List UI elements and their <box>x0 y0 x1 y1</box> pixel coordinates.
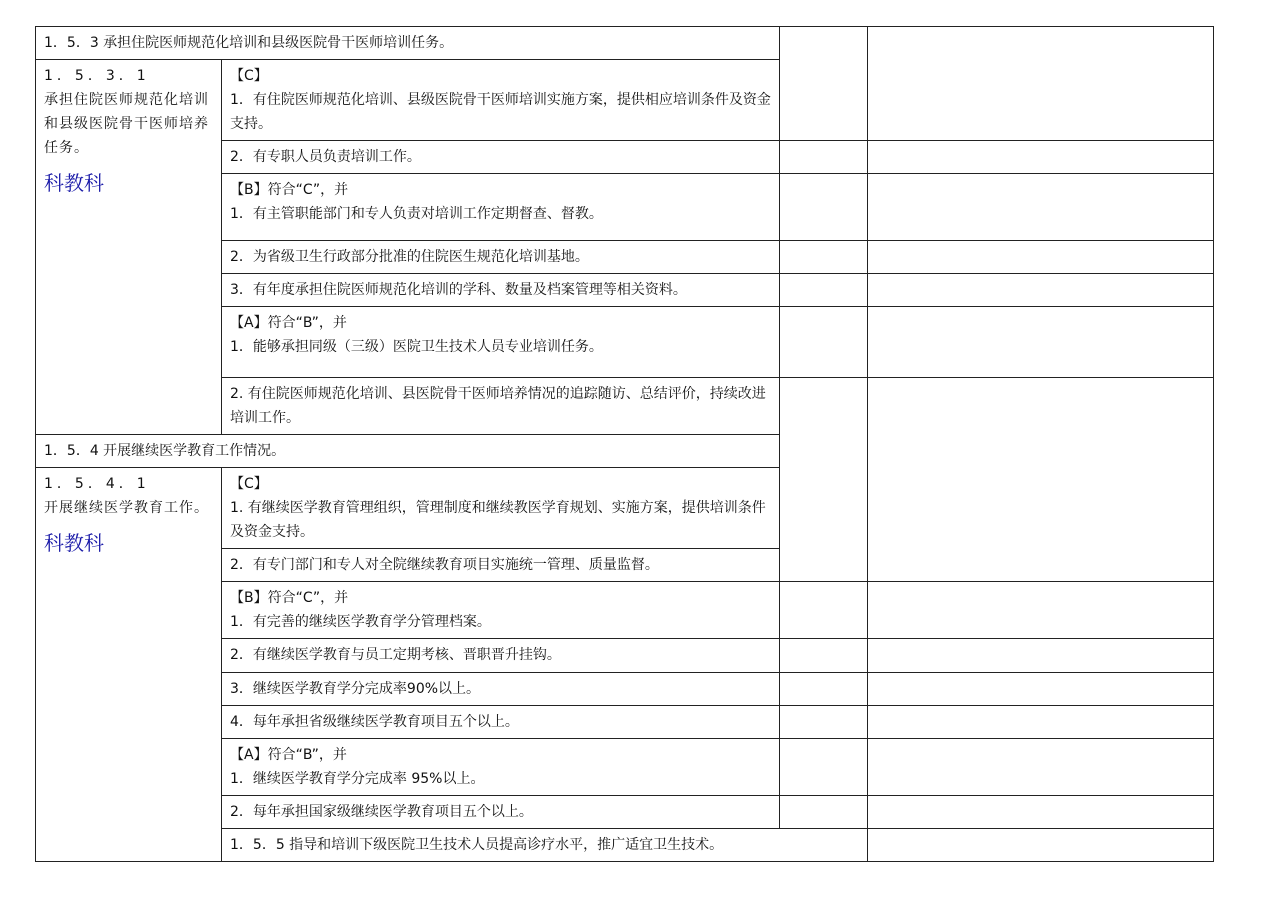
standard-name: 承担住院医师规范化培训和县级医院骨干医师培养任务。 <box>44 92 209 156</box>
grade-c-heading: 【C】 <box>230 476 268 492</box>
empty-cell <box>780 796 868 829</box>
empty-cell <box>780 739 868 796</box>
empty-cell <box>780 174 868 241</box>
criteria-item: 1. 有继续医学教育管理组织，管理制度和继续教医学育规划、实施方案，提供培训条件及资金支持。 <box>230 500 766 540</box>
criteria-item: 1．能够承担同级（三级）医院卫生技术人员专业培训任务。 <box>230 339 603 355</box>
criteria-a-cell <box>222 307 780 378</box>
empty-cell <box>868 274 1214 307</box>
empty-cell <box>780 706 868 739</box>
empty-cell <box>780 27 868 141</box>
empty-cell <box>780 673 868 706</box>
standard-cell-1-5-3-1 <box>36 60 222 468</box>
criteria-item: 2．每年承担国家级继续医学教育项目五个以上。 <box>222 796 780 829</box>
grade-a-heading: 【A】符合“B”，并 <box>230 315 347 331</box>
empty-cell <box>868 27 1214 141</box>
empty-cell <box>868 673 1214 706</box>
criteria-c-cell <box>222 468 780 549</box>
empty-cell <box>868 307 1214 378</box>
empty-cell <box>780 141 868 174</box>
empty-cell <box>780 582 868 639</box>
empty-cell <box>868 706 1214 739</box>
criteria-a-cell <box>222 739 780 796</box>
empty-cell <box>868 796 1214 829</box>
grade-a-heading: 【A】符合“B”，并 <box>230 747 347 763</box>
standard-code: 1．5．4．1 <box>44 476 150 492</box>
department-label: 科教科 <box>44 171 104 195</box>
criteria-b-cell <box>222 174 780 241</box>
criteria-item: 1．有主管职能部门和专人负责对培训工作定期督查、督教。 <box>230 206 603 222</box>
criteria-item: 3．继续医学教育学分完成率90%以上。 <box>222 673 780 706</box>
criteria-item: 1．继续医学教育学分完成率 95%以上。 <box>230 771 485 787</box>
grade-b-heading: 【B】符合“C”，并 <box>230 590 349 606</box>
grade-c-heading: 【C】 <box>230 68 268 84</box>
department-label: 科教科 <box>44 531 104 555</box>
section-title-1-5-3: 1．5．3 承担住院医师规范化培训和县级医院骨干医师培训任务。 <box>36 27 780 60</box>
empty-cell <box>868 639 1214 673</box>
empty-cell <box>780 274 868 307</box>
section-title-1-5-4-overlay: 1．5．4 开展继续医学教育工作情况。 <box>35 434 780 468</box>
empty-cell <box>780 241 868 274</box>
standard-cell-1-5-4-1 <box>36 468 222 862</box>
empty-cell <box>868 582 1214 639</box>
criteria-item: 3．有年度承担住院医师规范化培训的学科、数量及档案管理等相关资料。 <box>222 274 780 307</box>
criteria-item: 1．有完善的继续医学教育学分管理档案。 <box>230 614 491 630</box>
empty-cell <box>868 241 1214 274</box>
section-title-1-5-5: 1．5．5 指导和培训下级医院卫生技术人员提高诊疗水平，推广适宜卫生技术。 <box>222 829 868 862</box>
empty-cell <box>868 141 1214 174</box>
criteria-item: 2．有专职人员负责培训工作。 <box>222 141 780 174</box>
empty-cell <box>868 378 1214 582</box>
criteria-b-cell <box>222 582 780 639</box>
criteria-item: 1．有住院医师规范化培训、县级医院骨干医师培训实施方案，提供相应培训条件及资金支持。 <box>230 92 771 132</box>
criteria-item: 2．有继续医学教育与员工定期考核、晋职晋升挂钩。 <box>222 639 780 673</box>
grade-b-heading: 【B】符合“C”，并 <box>230 182 349 198</box>
empty-cell <box>780 639 868 673</box>
criteria-c-cell <box>222 60 780 141</box>
empty-cell <box>780 378 868 582</box>
empty-cell <box>780 307 868 378</box>
empty-cell <box>868 829 1214 862</box>
criteria-item: 2．为省级卫生行政部分批准的住院医生规范化培训基地。 <box>222 241 780 274</box>
criteria-item: 4．每年承担省级继续医学教育项目五个以上。 <box>222 706 780 739</box>
criteria-item: 2．有专门部门和专人对全院继续教育项目实施统一管理、质量监督。 <box>222 549 780 582</box>
criteria-item: 2. 有住院医师规范化培训、县医院骨干医师培养情况的追踪随访、总结评价，持续改进培训工作。 <box>222 378 780 435</box>
standard-name: 开展继续医学教育工作。 <box>44 500 209 516</box>
empty-cell <box>868 174 1214 241</box>
standard-code: 1．5．3．1 <box>44 68 150 84</box>
empty-cell <box>868 739 1214 796</box>
